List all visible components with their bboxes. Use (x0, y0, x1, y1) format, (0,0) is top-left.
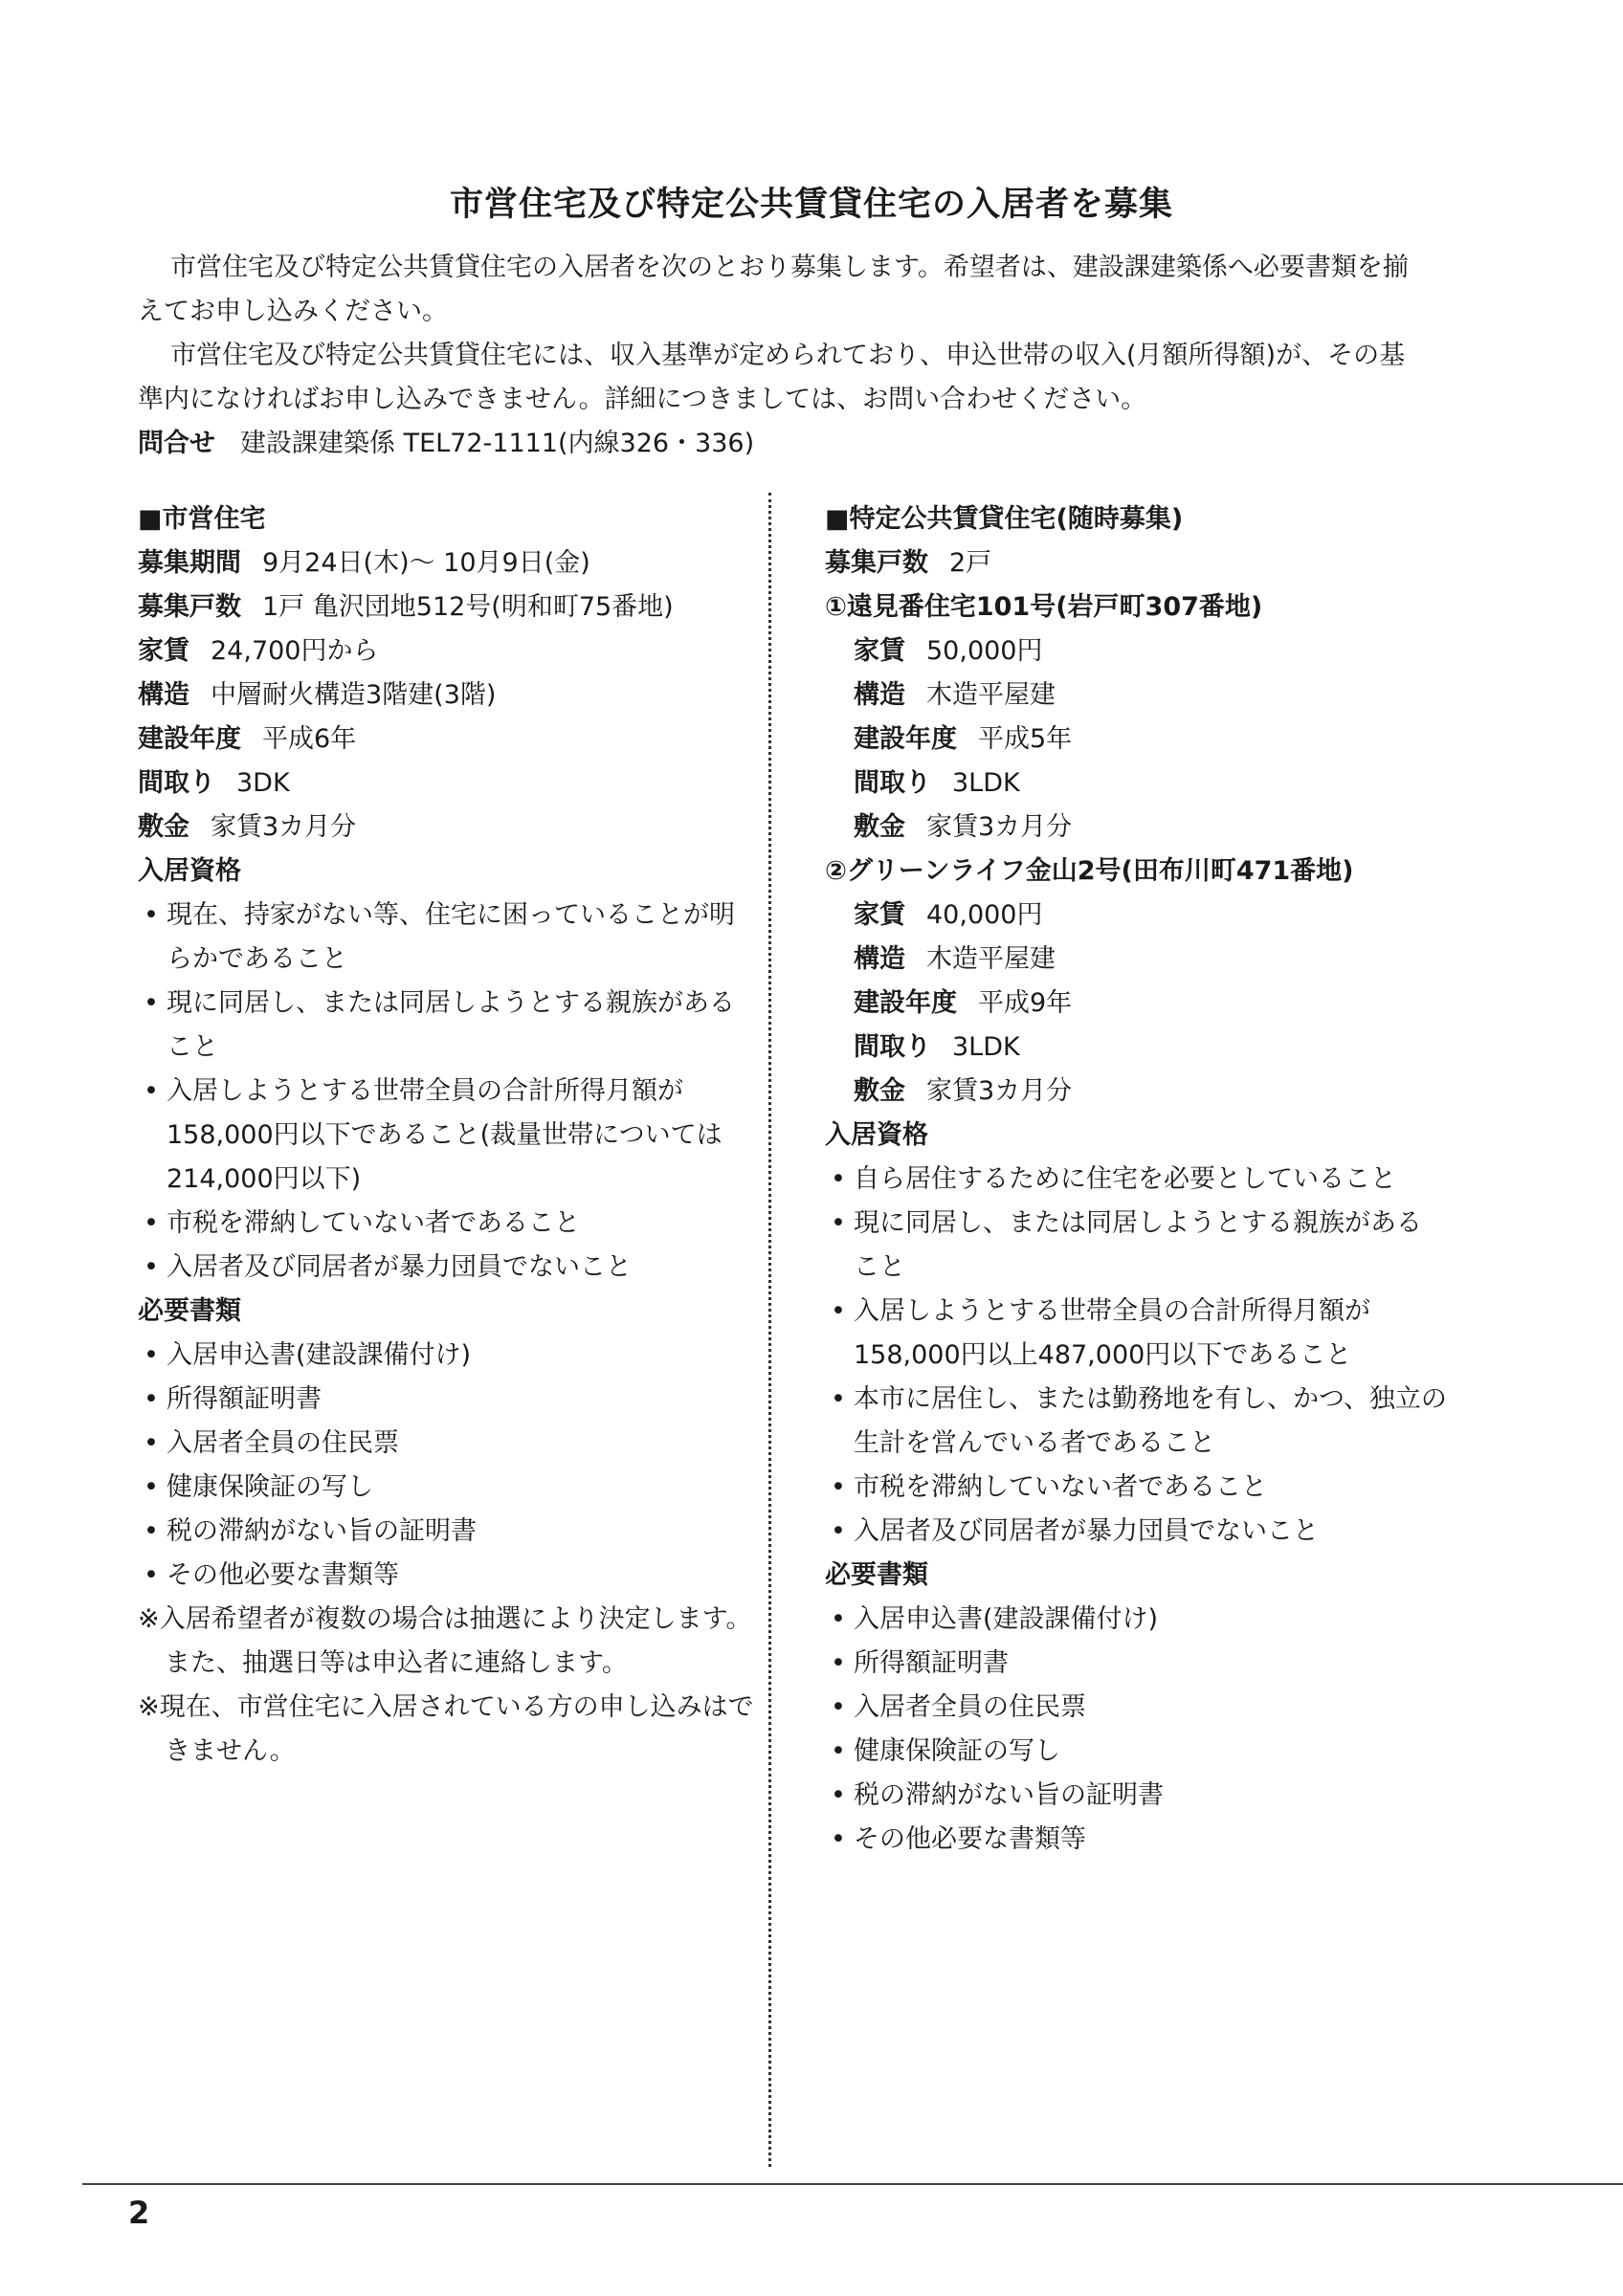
list-item: • 自ら居住するために住宅を必要としていること (825, 1158, 1447, 1202)
info-row (854, 938, 1447, 982)
special-public-housing-column (825, 497, 1447, 1862)
list-item: • 市税を滞納していない者であること (138, 1202, 760, 1246)
contact-line (138, 422, 1411, 466)
intro-paragraph: 市営住宅及び特定公共賃貸住宅の入居者を次のとおり募集します。希望者は、建設課建築係へ必要書類を揃えてお申し込みください。 (138, 253, 1409, 326)
info-key: 構造 (854, 944, 905, 974)
list-item: • 市税を滞納していない者であること (825, 1466, 1447, 1510)
property-details (825, 629, 1447, 850)
info-value: 50,000円 (926, 636, 1043, 666)
intro-paragraph: 市営住宅及び特定公共賃貸住宅には、収入基準が定められており、申込世帯の収入(月額所得額)が、その基準内になければお申し込みできません。詳細につきましては、お問い合わせください。 (138, 341, 1406, 414)
property-details (825, 894, 1447, 1114)
info-row (825, 541, 1447, 585)
note: ※入居希望者が複数の場合は抽選により決定します。また、抽選日等は申込者に連絡します。 (138, 1604, 752, 1678)
section-heading: ■特定公共賃貸住宅(随時募集) (825, 504, 1184, 534)
documents-heading: 必要書類 (825, 1560, 928, 1590)
list-item: • 入居しようとする世帯全員の合計所得月額が158,000円以下であること(裁量世帯については214,000円以下) (138, 1070, 760, 1202)
info-row (854, 762, 1447, 806)
info-row (854, 806, 1447, 850)
info-key: 間取り (138, 768, 215, 798)
info-key: 募集期間 (138, 548, 241, 578)
list-item: • 現在、持家がない等、住宅に困っていることが明らかであること (138, 894, 760, 982)
info-key: 建設年度 (138, 724, 241, 754)
contact-label: 問合せ (138, 429, 215, 458)
property-name: ①遠見番住宅101号(岩戸町307番地) (825, 592, 1263, 622)
list-item: • 所得額証明書 (138, 1378, 760, 1422)
info-value: 平成9年 (978, 988, 1073, 1018)
qualification-list (138, 894, 760, 1290)
page-title: 市営住宅及び特定公共賃貸住宅の入居者を募集 (449, 186, 1173, 224)
list-item: • 現に同居し、または同居しようとする親族があること (138, 982, 760, 1070)
info-key: 募集戸数 (825, 548, 928, 578)
municipal-housing-column (138, 497, 760, 1774)
info-row (854, 1070, 1447, 1114)
info-value: 40,000円 (926, 900, 1043, 930)
info-value: 3LDK (952, 768, 1020, 798)
info-value: 9月24日(木)～ 10月9日(金) (262, 548, 590, 578)
page-number: 2 (128, 2195, 150, 2231)
info-value: 木造平屋建 (926, 944, 1056, 974)
info-key: 間取り (854, 1032, 931, 1062)
info-row (138, 585, 760, 629)
documents-list (825, 1598, 1447, 1862)
note: ※現在、市営住宅に入居されている方の申し込みはできません。 (138, 1692, 754, 1766)
list-item: • 税の滞納がない旨の証明書 (138, 1510, 760, 1554)
list-item: • 健康保険証の写し (138, 1466, 760, 1510)
documents-list (138, 1334, 760, 1598)
info-row (138, 718, 760, 762)
info-value: 中層耐火構造3階建(3階) (211, 680, 497, 710)
list-item: • 現に同居し、または同居しようとする親族があること (825, 1202, 1447, 1290)
info-key: 家賃 (854, 900, 905, 930)
info-key: 家賃 (854, 636, 905, 666)
info-row (854, 718, 1447, 762)
list-item: • 入居者及び同居者が暴力団員でないこと (825, 1510, 1447, 1554)
list-item: • 税の滞納がない旨の証明書 (825, 1774, 1447, 1818)
info-value: 2戸 (949, 548, 992, 578)
list-item: • 入居申込書(建設課備付け) (825, 1598, 1447, 1642)
list-item: • 本市に居住し、または勤務地を有し、かつ、独立の生計を営んでいる者であること (825, 1378, 1447, 1466)
intro-section (138, 246, 1411, 466)
info-value: 3DK (236, 768, 290, 798)
info-row (854, 982, 1447, 1026)
qualification-list (825, 1158, 1447, 1554)
info-row (138, 673, 760, 718)
info-row (854, 629, 1447, 673)
info-value: 平成5年 (978, 724, 1073, 754)
info-value: 家賃3カ月分 (211, 812, 357, 842)
info-key: 敷金 (854, 812, 905, 842)
list-item: • 入居しようとする世帯全員の合計所得月額が158,000円以上487,000円以下であること (825, 1290, 1447, 1378)
info-value: 家賃3カ月分 (926, 812, 1073, 842)
qualification-heading: 入居資格 (825, 1120, 928, 1150)
section-heading: ■市営住宅 (138, 504, 266, 534)
list-item: • その他必要な書類等 (825, 1818, 1447, 1862)
info-value: 1戸 亀沢団地512号(明和町75番地) (262, 592, 674, 622)
info-key: 建設年度 (854, 988, 957, 1018)
info-value: 平成6年 (262, 724, 357, 754)
info-value: 家賃3カ月分 (926, 1076, 1073, 1106)
info-key: 間取り (854, 768, 931, 798)
list-item: • 健康保険証の写し (825, 1730, 1447, 1774)
info-row (138, 541, 760, 585)
documents-heading: 必要書類 (138, 1296, 241, 1326)
info-row (138, 762, 760, 806)
list-item: • 入居申込書(建設課備付け) (138, 1334, 760, 1378)
info-row (854, 673, 1447, 718)
info-value: 3LDK (952, 1032, 1020, 1062)
info-row (138, 806, 760, 850)
info-key: 敷金 (138, 812, 189, 842)
info-row (854, 1026, 1447, 1070)
info-row (854, 894, 1447, 938)
info-key: 家賃 (138, 636, 189, 666)
list-item: • その他必要な書類等 (138, 1554, 760, 1598)
list-item: • 入居者全員の住民票 (138, 1422, 760, 1466)
property-name: ②グリーンライフ金山2号(田布川町471番地) (825, 856, 1354, 886)
info-key: 募集戸数 (138, 592, 241, 622)
info-key: 敷金 (854, 1076, 905, 1106)
info-key: 構造 (854, 680, 905, 710)
list-item: • 入居者及び同居者が暴力団員でないこと (138, 1246, 760, 1290)
footer-rule (82, 2183, 1623, 2185)
list-item: • 入居者全員の住民票 (825, 1686, 1447, 1730)
column-divider (768, 493, 771, 2167)
info-key: 建設年度 (854, 724, 957, 754)
info-key: 構造 (138, 680, 189, 710)
qualification-heading: 入居資格 (138, 856, 241, 886)
list-item: • 所得額証明書 (825, 1642, 1447, 1686)
contact-text: 建設課建築係 TEL72-1111(内線326・336) (240, 429, 755, 458)
info-value: 24,700円から (211, 636, 379, 666)
info-value: 木造平屋建 (926, 680, 1056, 710)
info-row (138, 629, 760, 673)
